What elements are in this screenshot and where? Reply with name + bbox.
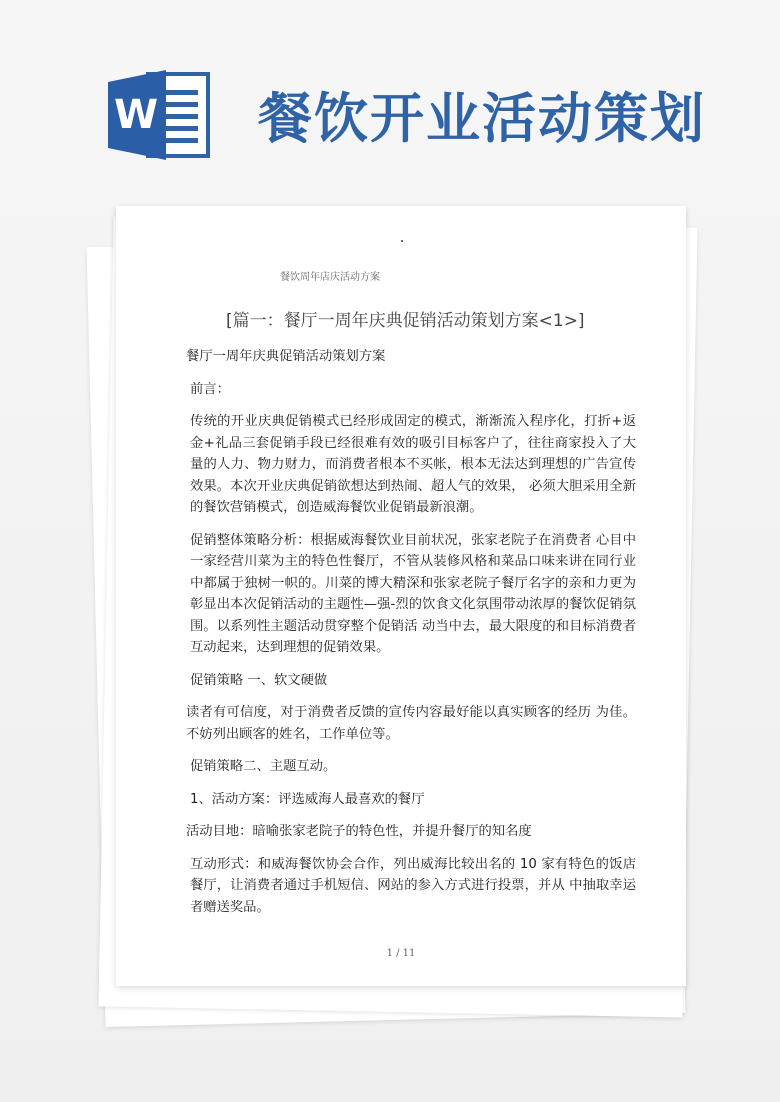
paragraph: 促销整体策略分析：根据威海餐饮业目前状况，张家老院子在消费者 心目中一家经营川菜为主的特色性餐厅，不管从装修风格和菜品口味来讲在同行业中都属于独树一帜的。川菜的博大精深和张家老院子餐厅名字的亲和力更为彰显出本次促销活动的主题性—强-烈的饮食文化氛围带动浓厚的餐饮促销氛围。以系列性主题活动贯穿整个促销活 动当中去，最大限度的和目标消费者互动起来，达到理想的促销效果。 [190, 532, 636, 655]
document-subtitle: 餐厅一周年庆典促销活动策划方案 [186, 349, 386, 364]
banner-title: 餐饮开业活动策划 [258, 87, 706, 150]
paragraph: 前言： [190, 381, 230, 397]
page-mark [401, 240, 403, 242]
paragraph: 互动形式：和威海餐饮协会合作，列出威海比较出名的 10 家有特色的饭店餐厅，让消费者通过手机短信、网站的参入方式进行投票，并从 中抽取幸运者赠送奖品。 [190, 856, 636, 915]
banner [0, 0, 780, 190]
section-heading: 促销策略二、主题互动。 [190, 759, 337, 774]
document-body [186, 346, 636, 929]
document-page [116, 206, 686, 986]
section-heading: 促销策略 一、软文硬做 [190, 672, 328, 688]
running-header: 餐饮周年店庆活动方案 [280, 272, 380, 283]
paragraph: 传统的开业庆典促销模式已经形成固定的模式，渐渐流入程序化，打折+返金+礼品三套促销手段已经很难有效的吸引目标客户了，往往商家投入了大量的人力、物力财力，而消费者根本不买帐，根本无法达到理想的广告宣传效果。本次开业庆典促销欲想达到热闹、超人气的效果， 必须大胆采用全新的餐饮营销模式，创造威海餐饮业促销最新浪潮。 [190, 414, 636, 515]
svg-text:W: W [113, 92, 159, 138]
paragraph: 活动目地：暗喻张家老院子的特色性，并提升餐厅的知名度 [186, 824, 532, 839]
word-document-icon [108, 68, 212, 162]
chapter-title: [篇一：餐厅一周年庆典促销活动策划方案<1>] [226, 311, 585, 331]
list-item: 1、活动方案：评选威海人最喜欢的餐厅 [190, 791, 425, 807]
page-number: 1 / 11 [386, 948, 416, 959]
paragraph: 读者有可信度，对于消费者反馈的宣传内容最好能以真实顾客的经历 为佳。不妨列出顾客的姓名，工作单位等。 [186, 705, 636, 742]
